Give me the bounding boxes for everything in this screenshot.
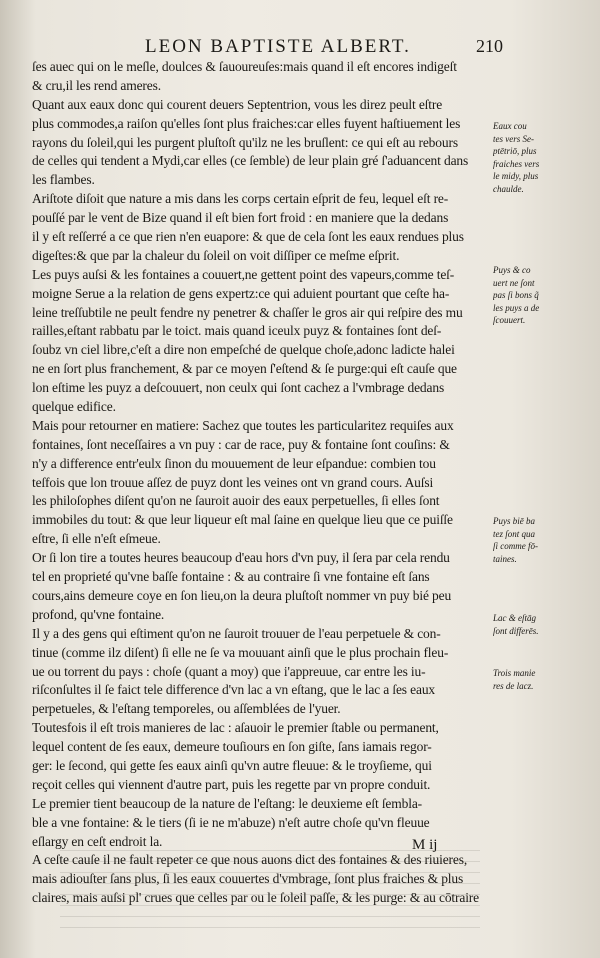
marginal-note-line: ptētriō, plus [493, 146, 537, 156]
text-line: A ceſte cauſe il ne fault repeter ce que nous auons dict des fontaines & des riuieres, [32, 852, 468, 868]
marginal-note-line: Trois manie [493, 668, 536, 678]
text-line: lequel content de ſes eaux, demeure touſiours en ſon giſte, ſans iamais regor- [32, 739, 432, 755]
text-line: lon eſtime les puyz a deſcouuert, non ceulx qui ſont cachez a l'vmbrage dedans [32, 380, 445, 396]
text-line: perpetueles, & l'eſtang temporeles, ou aſſemblées de l'yuer. [32, 701, 341, 717]
marginal-note [493, 667, 597, 692]
text-line: rayons du ſoleil,qui les purgent pluſtoſt qu'ilz ne les bruſlent: ce qui eſt au rebours [32, 134, 458, 150]
text-line: pouſſé par le vent de Bize quand il eſt bien fort froid : en maniere que la dedans [32, 210, 449, 226]
text-line: n'y a difference entr'eulx ſinon du mouuement de leur eſpandue: combien tou [32, 455, 436, 471]
text-line: Ariſtote diſoit que nature a mis dans les corps certain eſprit de feu, lequel eſt re- [32, 191, 449, 207]
text-line: eſtre, ſi elle n'eſt eſmeue. [32, 531, 161, 547]
text-line: ne en ſort plus franchement, & par ce moyen ſ'eſtend & ſe purge:qui eſt cauſe que [32, 361, 457, 377]
text-line: reçoit celles qui viennent d'autre part, puis les regette par vn propre conduit. [32, 776, 431, 792]
page-header [0, 36, 600, 58]
text-line: tinue (comme ilz diſent) ſi elle ne ſe va mouuant ainſi que le plus prochain fleu- [32, 644, 449, 660]
text-line: railles,eſtant rabbatu par le toict. mais quand iceulx puyz & fontaines ſont deſ- [32, 323, 442, 339]
text-line: Toutesfois il eſt trois manieres de lac : aſauoir le premier ſtable ou permanent, [32, 720, 439, 736]
marginal-note-line: res de lacz. [493, 680, 534, 691]
text-line: il y eſt reſſerré a ce que rien n'en euapore: & que de cela ſont les eaux rendues plus [32, 229, 464, 245]
text-line: claires, mais auſsi pl' crues que celles par ou le ſoleil paſſe, & les purge: & au cōtraire [32, 890, 479, 906]
marginal-note-line: ſi comme fō- [493, 541, 538, 551]
text-line: ſes auec qui on le meſle, doulces & ſauoureuſes:mais quand il eſt encores indigeſt [32, 59, 457, 74]
text-line: ble a vne fontaine: & le tiers (ſi ie ne m'abuze) n'eſt autre choſe qu'vn fleuue [32, 814, 430, 830]
text-line: Or ſi lon tire a toutes heures beaucoup d'eau hors d'vn puy, il ſera par cela rendu [32, 550, 450, 566]
text-line: moigne Serue a la relation de gens expertz:ce qui aduient pourtant que ceſte ha- [32, 285, 450, 301]
marginal-note [493, 264, 597, 327]
marginal-note-line: Puys & co [493, 265, 531, 275]
marginal-note-line: Lac & eſtāg [493, 613, 536, 623]
running-title: LEON BAPTISTE ALBERT. [145, 36, 411, 57]
text-line: eſlargy en ceſt endroit la. [32, 833, 163, 849]
marginal-note-line: chaulde. [493, 183, 524, 194]
marginal-note-line: uert ne ſont [493, 277, 535, 288]
text-line: & cru,il les rend ameres. [32, 77, 161, 93]
text-line: profond, qu'vne fontaine. [32, 606, 165, 622]
text-line: plus commodes,a raiſon qu'elles ſont plus fraiches:car elles fuyent haſtiuement les [32, 115, 461, 131]
marginal-note [493, 120, 597, 195]
text-line: Il y a des gens qui eſtiment qu'on ne ſauroit trouuer de l'eau perpetuele & con- [32, 625, 441, 641]
main-text-block [32, 58, 492, 908]
marginal-note-line: pas ſi bons q̃ [493, 290, 539, 300]
signature-mark: M ij [412, 837, 438, 853]
text-line: Les puys auſsi & les fontaines a couuert,ne gettent point des vapeurs,comme teſ- [32, 266, 455, 282]
text-line: Le premier tient beaucoup de la nature de l'eſtang: le deuxieme eſt ſembla- [32, 795, 423, 811]
text-line: fontaines, ſont neceſſaires a vn puy : car de race, puy & fontaine ſont couſins: & [32, 436, 450, 452]
text-line: de celles qui tendent a Mydi,car elles (ce ſemble) de leur plain gré ſ'aduancent dans [32, 153, 469, 169]
text-line: Quant aux eaux donc qui courent deuers Septentrion, vous les direz peult eſtre [32, 96, 443, 112]
text-line: ger: le ſecond, qui gette ſes eaux ainſi qu'vn autre fleuue: & le troyſieme, qui [32, 757, 432, 773]
marginal-note-line: les puys a de [493, 302, 540, 313]
marginal-note-line: tez ſont qua [493, 528, 535, 539]
text-line: teſfois que lon trouue aſſez de puyz dont les veines ont vn grand cours. Auſsi [32, 474, 434, 490]
text-line: les philoſophes diſent qu'on ne ſauroit auoir des eaux perpetuelles, ſi elles ſont [32, 493, 440, 509]
marginal-note-line: taines. [493, 553, 517, 564]
marginal-note-line: ſont differēs. [493, 625, 539, 636]
marginal-note [493, 612, 597, 637]
text-line: digeſtes:& que par la chaleur du ſoleil on voit diſſiper ce meſme eſprit. [32, 247, 400, 263]
text-line: les flambes. [32, 172, 95, 188]
text-line: Mais pour retourner en matiere: Sachez que toutes les particularitez requiſes aux [32, 417, 454, 433]
text-line: tel en proprieté qu'vne baſſe fontaine : & au contraire ſi vne fontaine eſt ſans [32, 569, 430, 585]
marginal-note [493, 515, 597, 565]
marginal-note-line: Eaux cou [493, 121, 527, 131]
text-line: immobiles du tout: & que leur liqueur eſt mal ſaine en quelque lieu que ce puiſſe [32, 512, 453, 528]
marginal-note-line: tes vers Se- [493, 133, 534, 144]
marginal-note-line: Puys biē ba [493, 516, 535, 526]
marginal-note-line: le midy, plus [493, 171, 539, 181]
text-line: mais adiouſter ſans plus, ſi les eaux couuertes d'vmbrage, ſont plus fraiches & plus [32, 871, 464, 887]
text-line: quelque edifice. [32, 399, 116, 415]
text-line: ue ou torrent du pays : choſe (quant a moy) que i'appreuue, car entre les iu- [32, 663, 426, 679]
text-line: ſoubz vn ciel libre,c'eſt a dire non empeſché de quelque choſe,adonc ladicte halei [32, 342, 455, 358]
marginal-note-line: ſcouuert. [493, 315, 526, 325]
text-line: riſconſultes il ſe faict tele difference d'vn lac a vn eſtang, que le lac a ſes eaux [32, 682, 436, 698]
marginal-note-line: fraiches vers [493, 158, 540, 169]
text-line: cours,ains demeure coye en ſon lieu,on la deura pluſtoſt nommer vn puy bié peu [32, 587, 452, 603]
text-line: leine treſſubtile ne peult fendre ny penetrer & chaſſer le gros air qui reſpire des mu [32, 304, 463, 320]
page-number: 210 [476, 36, 503, 56]
